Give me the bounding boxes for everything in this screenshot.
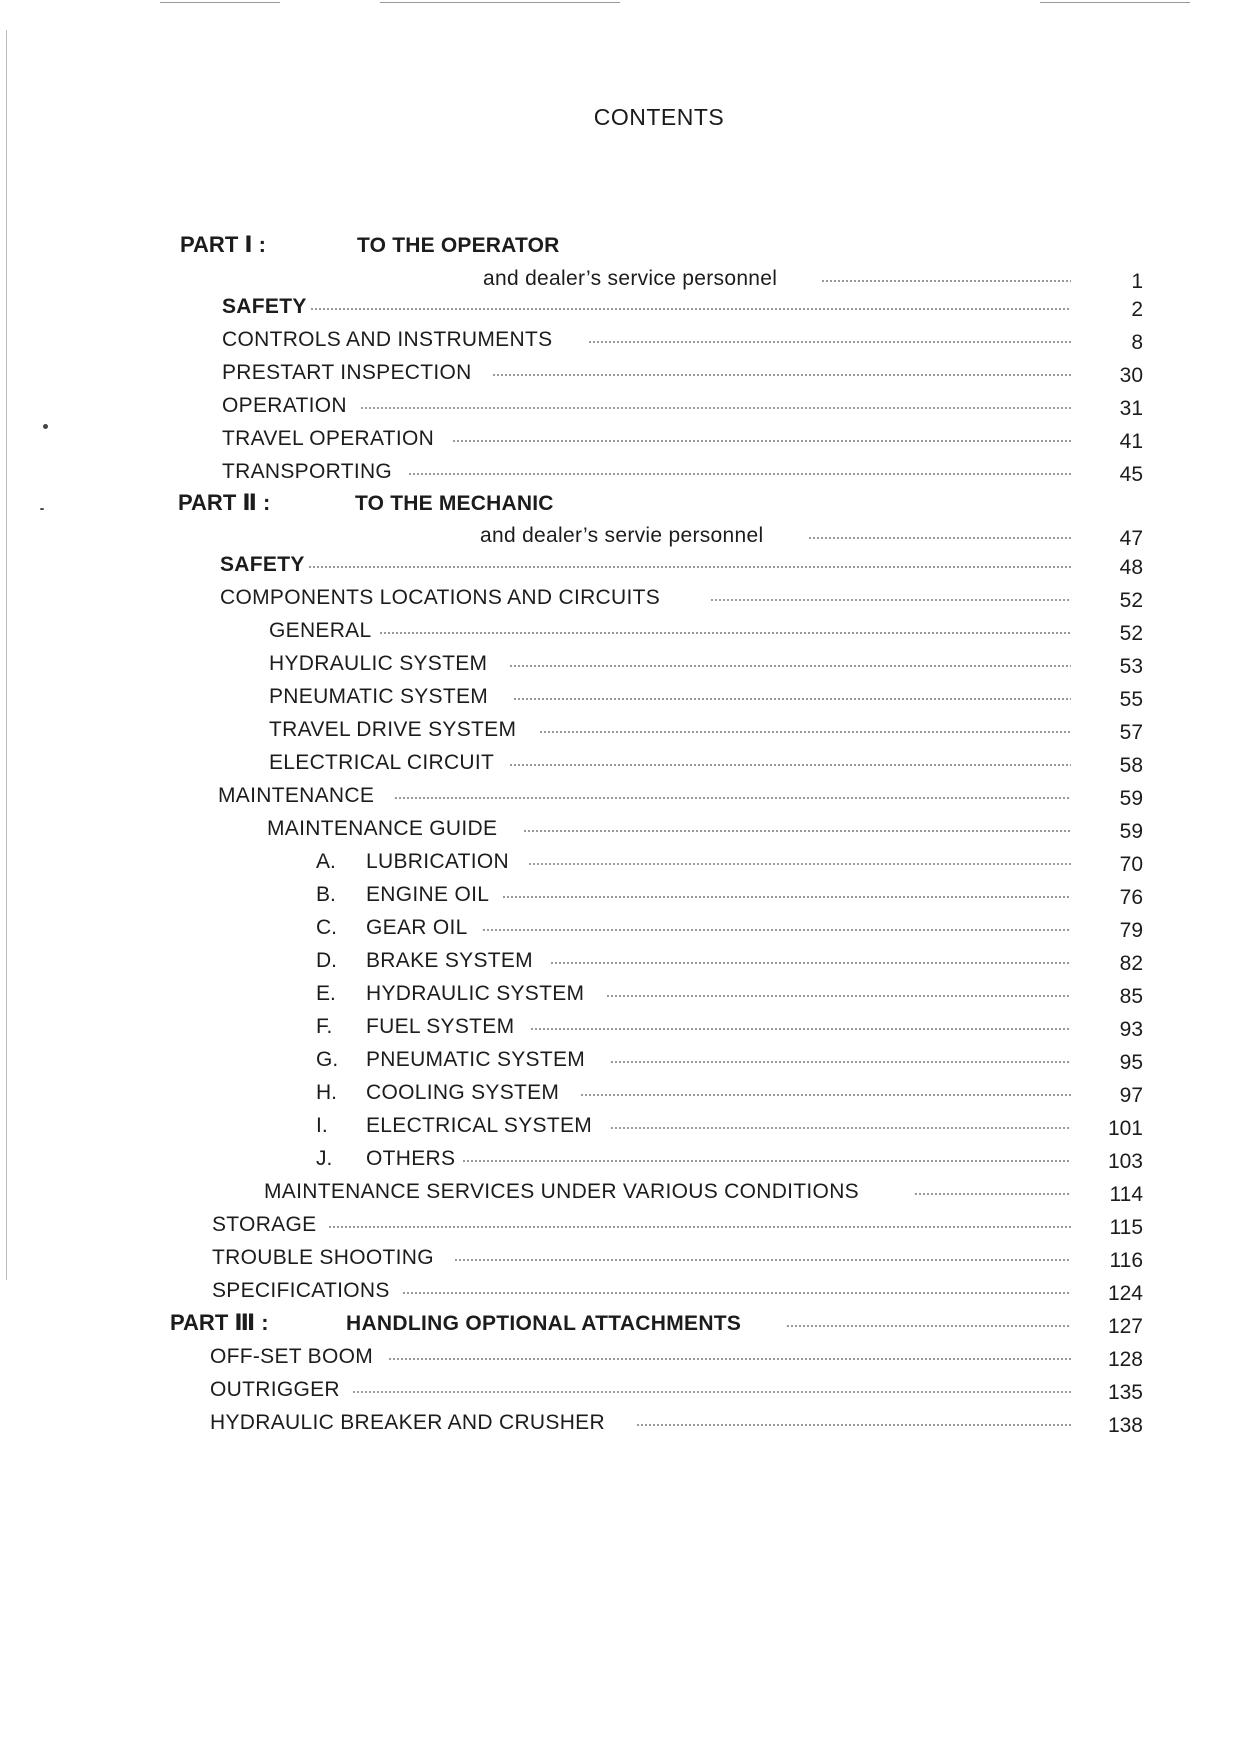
- toc-entry-letter: A.: [316, 850, 336, 873]
- leader-dots: [610, 1061, 1071, 1063]
- scan-artifact: [160, 2, 280, 3]
- toc-page-number: 58: [1119, 754, 1143, 777]
- toc-entry-label: ELECTRICAL SYSTEM: [366, 1111, 596, 1141]
- leader-dots: [550, 962, 1071, 964]
- toc-page-number: 135: [1107, 1381, 1143, 1404]
- page-title: CONTENTS: [593, 104, 725, 130]
- toc-entry-label: TRANSPORTING: [222, 457, 396, 487]
- toc-entry[interactable]: [269, 616, 1143, 646]
- toc-page-number: 8: [1131, 331, 1143, 354]
- leader-dots: [402, 1292, 1071, 1294]
- toc-entry-label: OPERATION: [222, 391, 351, 421]
- leader-dots: [492, 374, 1071, 376]
- toc-entry-label: COOLING SYSTEM: [366, 1078, 563, 1108]
- toc-entry[interactable]: [212, 1210, 1143, 1240]
- toc-entry[interactable]: [316, 1045, 1143, 1075]
- toc-entry-label: HYDRAULIC SYSTEM: [269, 649, 491, 679]
- part-2-title: TO THE MECHANIC: [355, 492, 554, 515]
- toc-page-number: 41: [1119, 430, 1143, 453]
- toc-entry[interactable]: [210, 1375, 1143, 1405]
- toc-entry-letter: E.: [316, 982, 336, 1005]
- toc-page-number: 114: [1109, 1183, 1143, 1206]
- leader-dots: [513, 698, 1071, 700]
- scan-artifact: [380, 2, 620, 3]
- toc-entry-label: LUBRICATION: [366, 847, 513, 877]
- leader-dots: [482, 929, 1071, 931]
- toc-entry-letter: B.: [316, 883, 336, 906]
- toc-entry-label: HANDLING OPTIONAL ATTACHMENTS: [346, 1309, 745, 1339]
- toc-entry[interactable]: [222, 358, 1143, 388]
- leader-dots: [502, 896, 1071, 898]
- toc-entry[interactable]: [218, 781, 1143, 811]
- leader-dots: [509, 764, 1071, 766]
- toc-entry-label: FUEL SYSTEM: [366, 1012, 518, 1042]
- toc-entry-label: TROUBLE SHOOTING: [212, 1243, 438, 1273]
- leader-dots: [710, 599, 1071, 601]
- toc-entry[interactable]: [346, 1309, 1143, 1339]
- toc-entry-label: HYDRAULIC SYSTEM: [366, 979, 588, 1009]
- leader-dots: [539, 731, 1071, 733]
- leader-dots: [588, 341, 1071, 343]
- toc-page-number: 115: [1109, 1216, 1143, 1239]
- toc-entry-label: SAFETY: [220, 550, 309, 580]
- toc-entry[interactable]: [269, 649, 1143, 679]
- toc-entry[interactable]: [269, 748, 1143, 778]
- toc-entry-label: MAINTENANCE: [218, 781, 378, 811]
- toc-page-number: 57: [1119, 721, 1143, 744]
- toc-page-number: 52: [1119, 622, 1143, 645]
- toc-entry-label: GEAR OIL: [366, 913, 472, 943]
- toc-entry-label: ENGINE OIL: [366, 880, 493, 910]
- toc-entry-letter: H.: [316, 1081, 337, 1104]
- toc-entry[interactable]: [220, 583, 1143, 613]
- leader-dots: [786, 1325, 1071, 1327]
- leader-dots: [606, 995, 1071, 997]
- part-1-title: TO THE OPERATOR: [357, 234, 560, 257]
- toc-entry-label: BRAKE SYSTEM: [366, 946, 537, 976]
- toc-entry[interactable]: [316, 946, 1143, 976]
- toc-entry[interactable]: [316, 1144, 1143, 1174]
- toc-entry-label: COMPONENTS LOCATIONS AND CIRCUITS: [220, 583, 664, 613]
- scan-speck: [40, 508, 44, 510]
- toc-page-number: 30: [1119, 364, 1143, 387]
- leader-dots: [308, 566, 1071, 568]
- toc-entry[interactable]: [212, 1276, 1143, 1306]
- toc-entry-label: OFF-SET BOOM: [210, 1342, 377, 1372]
- toc-page-number: 76: [1119, 886, 1143, 909]
- toc-entry-letter: G.: [316, 1048, 339, 1071]
- toc-page-number: 55: [1119, 688, 1143, 711]
- leader-dots: [528, 863, 1071, 865]
- leader-dots: [462, 1160, 1071, 1162]
- toc-page-number: 127: [1107, 1315, 1143, 1338]
- toc-page-number: 138: [1107, 1414, 1143, 1437]
- toc-entry[interactable]: [316, 880, 1143, 910]
- toc-page-number: 1: [1131, 270, 1143, 293]
- toc-entry-label: PRESTART INSPECTION: [222, 358, 476, 388]
- leader-dots: [388, 1358, 1071, 1360]
- toc-entry-label: PNEUMATIC SYSTEM: [269, 682, 492, 712]
- toc-entry[interactable]: [210, 1342, 1143, 1372]
- toc-entry-letter: I.: [316, 1114, 328, 1137]
- toc-page-number: 95: [1119, 1051, 1143, 1074]
- toc-entry-label: GENERAL: [269, 616, 375, 646]
- toc-entry[interactable]: [269, 715, 1143, 745]
- toc-entry[interactable]: [222, 391, 1143, 421]
- toc-entry-label: and dealer’s service personnel: [483, 264, 781, 294]
- toc-entry-label: OUTRIGGER: [210, 1375, 344, 1405]
- leader-dots: [821, 280, 1071, 282]
- toc-entry-letter: F.: [316, 1015, 333, 1038]
- toc-page-number: 103: [1107, 1150, 1143, 1173]
- scan-speck: [43, 424, 48, 429]
- leader-dots: [394, 797, 1071, 799]
- toc-entry[interactable]: [220, 550, 1143, 580]
- toc-entry-label: STORAGE: [212, 1210, 320, 1240]
- toc-entry[interactable]: [316, 1012, 1143, 1042]
- toc-entry-label: and dealer’s servie personnel: [480, 521, 767, 551]
- part-3-label: PART Ⅲ :: [170, 1310, 269, 1335]
- toc-entry[interactable]: [222, 424, 1143, 454]
- toc-page-number: 59: [1119, 820, 1143, 843]
- leader-dots: [328, 1226, 1071, 1228]
- toc-entry[interactable]: [480, 521, 1143, 551]
- leader-dots: [509, 665, 1071, 667]
- toc-entry[interactable]: [210, 1408, 1143, 1438]
- toc-entry-label: TRAVEL DRIVE SYSTEM: [269, 715, 520, 745]
- leader-dots: [530, 1028, 1071, 1030]
- toc-entry[interactable]: [316, 847, 1143, 877]
- leader-dots: [580, 1094, 1071, 1096]
- toc-page-number: 48: [1119, 556, 1143, 579]
- toc-page-number: 101: [1107, 1117, 1143, 1140]
- toc-page-number: 128: [1107, 1348, 1143, 1371]
- toc-page-number: 116: [1109, 1249, 1143, 1272]
- toc-entry-letter: J.: [316, 1147, 333, 1170]
- toc-entry[interactable]: [264, 1177, 1143, 1207]
- toc-entry-letter: D.: [316, 949, 337, 972]
- toc-page-number: 47: [1119, 527, 1143, 550]
- toc-entry-label: MAINTENANCE SERVICES UNDER VARIOUS CONDITIONS: [264, 1177, 863, 1207]
- toc-entry-label: OTHERS: [366, 1144, 459, 1174]
- toc-entry[interactable]: [269, 682, 1143, 712]
- part-1-label: PART Ⅰ :: [180, 232, 266, 257]
- part-2-label: PART Ⅱ :: [178, 490, 271, 515]
- toc-page-number: 59: [1119, 787, 1143, 810]
- toc-page-number: 70: [1119, 853, 1143, 876]
- toc-entry-label: ELECTRICAL CIRCUIT: [269, 748, 498, 778]
- toc-entry[interactable]: [316, 1078, 1143, 1108]
- leader-dots: [808, 537, 1071, 539]
- toc-page-number: 93: [1119, 1018, 1143, 1041]
- toc-entry-label: TRAVEL OPERATION: [222, 424, 438, 454]
- toc-entry[interactable]: [222, 325, 1143, 355]
- leader-dots: [352, 1391, 1071, 1393]
- leader-dots: [914, 1193, 1071, 1195]
- leader-dots: [408, 473, 1071, 475]
- toc-page-number: 79: [1119, 919, 1143, 942]
- toc-entry-label: SPECIFICATIONS: [212, 1276, 394, 1306]
- toc-page-number: 45: [1119, 463, 1143, 486]
- toc-entry-label: SAFETY: [222, 292, 311, 322]
- scan-artifact: [1040, 2, 1190, 3]
- toc-entry[interactable]: [483, 264, 1143, 294]
- toc-page-number: 97: [1119, 1084, 1143, 1107]
- toc-page-number: 82: [1119, 952, 1143, 975]
- scan-artifact: [6, 30, 7, 1280]
- toc-page-number: 52: [1119, 589, 1143, 612]
- leader-dots: [610, 1127, 1071, 1129]
- toc-entry[interactable]: [267, 814, 1143, 844]
- leader-dots: [360, 407, 1071, 409]
- toc-page-number: 124: [1107, 1282, 1143, 1305]
- toc-page-number: 53: [1119, 655, 1143, 678]
- leader-dots: [636, 1424, 1071, 1426]
- leader-dots: [310, 308, 1071, 310]
- toc-entry-label: CONTROLS AND INSTRUMENTS: [222, 325, 556, 355]
- leader-dots: [379, 632, 1071, 634]
- toc-entry[interactable]: [222, 457, 1143, 487]
- leader-dots: [523, 830, 1071, 832]
- toc-page-number: 85: [1119, 985, 1143, 1008]
- toc-page-number: 31: [1119, 397, 1143, 420]
- toc-entry[interactable]: [316, 1111, 1143, 1141]
- toc-entry-label: PNEUMATIC SYSTEM: [366, 1045, 589, 1075]
- leader-dots: [454, 1259, 1071, 1261]
- toc-entry[interactable]: [316, 979, 1143, 1009]
- toc-entry-letter: C.: [316, 916, 337, 939]
- leader-dots: [452, 440, 1071, 442]
- toc-entry[interactable]: [222, 292, 1143, 322]
- toc-entry-label: MAINTENANCE GUIDE: [267, 814, 501, 844]
- toc-entry-label: HYDRAULIC BREAKER AND CRUSHER: [210, 1408, 609, 1438]
- toc-entry[interactable]: [212, 1243, 1143, 1273]
- toc-page-number: 2: [1131, 298, 1143, 321]
- toc-entry[interactable]: [316, 913, 1143, 943]
